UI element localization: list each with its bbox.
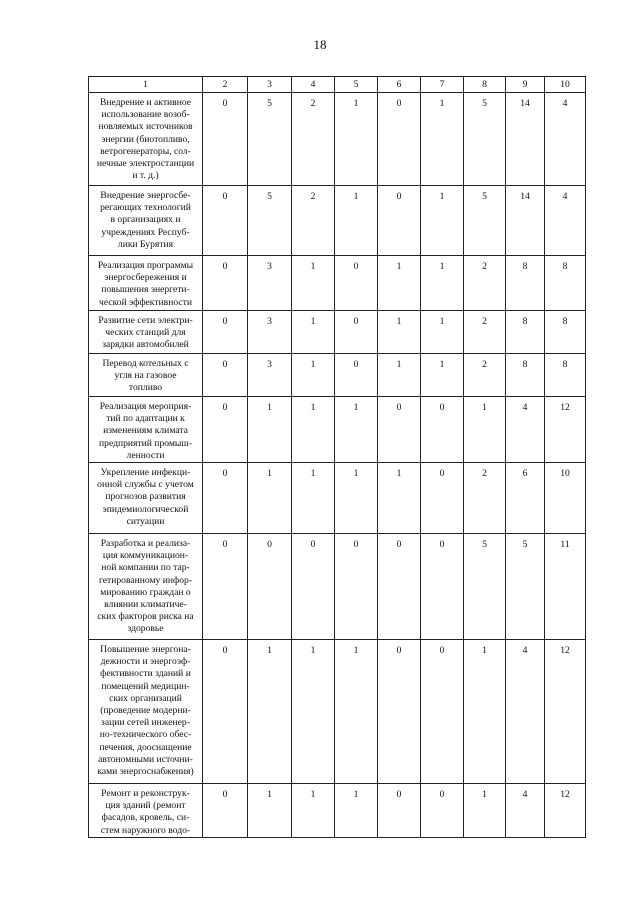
table-cell: 1: [464, 784, 506, 838]
table-cell: 0: [335, 534, 378, 640]
row-description: [89, 354, 203, 397]
description-line: ческих станций для: [105, 327, 186, 339]
table-cell: 1: [335, 186, 378, 256]
table-cell: 1: [378, 256, 421, 311]
table-cell: 8: [506, 354, 545, 397]
table-cell: 4: [506, 640, 545, 784]
description-line: зации сетей инженер-: [101, 717, 190, 729]
table-cell: 5: [506, 534, 545, 640]
row-description: [89, 397, 203, 463]
table-cell: 5: [248, 93, 292, 186]
table-cell: 1: [335, 93, 378, 186]
table-cell: 0: [421, 534, 464, 640]
description-line: фективности зданий и: [100, 668, 191, 680]
description-line: в организациях и: [110, 214, 181, 226]
description-line: помещений медицин-: [101, 680, 190, 692]
table-cell: 8: [506, 256, 545, 311]
description-line: ческой эффективности: [99, 296, 192, 308]
table-cell: 10: [545, 463, 586, 534]
table-cell: 1: [335, 784, 378, 838]
table-cell: 1: [248, 640, 292, 784]
table-cell: 0: [203, 640, 248, 784]
description-line: Внедрение энергосбе-: [100, 190, 191, 201]
description-line: Ремонт и реконструк-: [101, 788, 190, 800]
description-line: изменениям климата: [103, 425, 188, 437]
table-cell: 1: [292, 354, 335, 397]
description-line: Реализация программы: [97, 260, 194, 271]
table-cell: 1: [292, 397, 335, 463]
table-cell: 0: [203, 186, 248, 256]
table-cell: 1: [421, 311, 464, 354]
table-cell: 2: [464, 311, 506, 354]
table-cell: 1: [421, 256, 464, 311]
row-description: [89, 256, 203, 311]
table-row: [89, 640, 586, 784]
table-cell: 0: [203, 463, 248, 534]
table-cell: 0: [203, 311, 248, 354]
table-cell: 1: [421, 186, 464, 256]
table-cell: 4: [506, 397, 545, 463]
table-cell: 1: [421, 354, 464, 397]
table-cell: 0: [421, 397, 464, 463]
description-line: влиянии климатиче-: [104, 599, 187, 611]
description-line: Повышение энергона-: [100, 644, 191, 656]
description-line: регающих технологий: [100, 202, 191, 214]
column-header: 9: [506, 77, 545, 93]
table-cell: 0: [248, 534, 292, 640]
row-description: [89, 534, 203, 640]
description-line: энергии (биотопливо,: [101, 133, 190, 145]
column-header: 6: [378, 77, 421, 93]
table-cell: 5: [464, 93, 506, 186]
description-line: здоровье: [127, 623, 164, 635]
description-line: зарядки автомобилей: [102, 339, 189, 351]
row-description: [89, 186, 203, 256]
table-cell: 1: [335, 397, 378, 463]
table-cell: 0: [203, 784, 248, 838]
header-row: [89, 77, 586, 93]
table-row: [89, 784, 586, 838]
table-cell: 0: [335, 311, 378, 354]
description-line: эпидемиологической: [102, 503, 189, 515]
table-cell: 1: [378, 463, 421, 534]
row-description: [89, 463, 203, 534]
table-cell: 2: [464, 256, 506, 311]
table-cell: 8: [545, 354, 586, 397]
description-line: Внедрение и активное: [99, 97, 191, 108]
table-cell: 1: [378, 354, 421, 397]
column-header: 1: [89, 77, 203, 93]
description-line: Разработка и реализа-: [100, 538, 191, 550]
description-line: Реализация мероприя-: [99, 401, 192, 412]
description-line: дежности и энергоэф-: [100, 656, 191, 668]
table-cell: 8: [545, 256, 586, 311]
table-cell: 1: [378, 311, 421, 354]
table-row: [89, 93, 586, 186]
table-row: [89, 354, 586, 397]
table-cell: 0: [421, 463, 464, 534]
column-header: 4: [292, 77, 335, 93]
column-header: 8: [464, 77, 506, 93]
table-row: [89, 256, 586, 311]
row-description: [89, 640, 203, 784]
table-cell: 5: [464, 186, 506, 256]
table-cell: 1: [464, 640, 506, 784]
table-cell: 2: [292, 93, 335, 186]
table-cell: 0: [378, 186, 421, 256]
table-cell: 4: [545, 186, 586, 256]
description-line: ских факторов риска на: [97, 611, 194, 623]
table-cell: 0: [203, 256, 248, 311]
table-cell: 2: [292, 186, 335, 256]
table-cell: 1: [335, 640, 378, 784]
table-row: [89, 534, 586, 640]
table-cell: 5: [464, 534, 506, 640]
description-line: ками энергоснабжения): [97, 766, 194, 778]
description-line: учреждениях Респуб-: [101, 226, 190, 238]
description-line: прогнозов развития: [105, 491, 186, 503]
description-line: ция зданий (ремонт: [105, 800, 186, 812]
table-cell: 0: [203, 93, 248, 186]
table-cell: 4: [545, 93, 586, 186]
description-line: (проведение модерни-: [100, 705, 191, 717]
row-description: [89, 311, 203, 354]
description-line: ветрогенераторы, сол-: [100, 145, 191, 157]
description-line: предприятий промыш-: [99, 437, 192, 449]
description-line: ских организаций: [109, 692, 182, 704]
table-cell: 12: [545, 397, 586, 463]
table-cell: 12: [545, 784, 586, 838]
description-line: новляемых источников: [98, 121, 193, 133]
description-line: мированию граждан о: [100, 586, 191, 598]
table-cell: 0: [203, 397, 248, 463]
table-cell: 1: [248, 463, 292, 534]
table-cell: 3: [248, 311, 292, 354]
table-cell: 8: [545, 311, 586, 354]
table-cell: 0: [421, 640, 464, 784]
table-row: [89, 463, 586, 534]
table-cell: 0: [378, 784, 421, 838]
table-row: [89, 397, 586, 463]
table-row: [89, 186, 586, 256]
description-line: использование возоб-: [101, 109, 190, 121]
table-cell: 1: [292, 463, 335, 534]
table-cell: 1: [248, 397, 292, 463]
description-line: Перевод котельных с: [102, 358, 189, 369]
table-cell: 0: [203, 354, 248, 397]
description-line: нечные электростанции: [96, 158, 195, 170]
table-cell: 11: [545, 534, 586, 640]
column-header: 10: [545, 77, 586, 93]
table-row: [89, 311, 586, 354]
row-description: [89, 93, 203, 186]
description-line: онной службы с учетом: [97, 479, 194, 491]
table-cell: 6: [506, 463, 545, 534]
description-line: автономными источни-: [98, 753, 193, 765]
table-cell: 12: [545, 640, 586, 784]
column-header: 3: [248, 77, 292, 93]
description-line: угля на газовое: [114, 370, 177, 382]
table-cell: 14: [506, 93, 545, 186]
table-cell: 1: [248, 784, 292, 838]
description-line: Развитие сети электри-: [98, 315, 193, 326]
description-line: энергосбережения и: [104, 272, 187, 284]
table-cell: 1: [292, 256, 335, 311]
description-line: и т. д.): [132, 170, 159, 182]
column-header: 5: [335, 77, 378, 93]
description-line: фасадов, кровель, си-: [101, 812, 190, 824]
description-line: повышения энергети-: [101, 284, 190, 296]
table-cell: 0: [378, 534, 421, 640]
description-line: но-технического обес-: [99, 729, 192, 741]
description-line: печения, дооснащение: [99, 741, 192, 753]
description-line: ция коммуникацион-: [102, 550, 189, 562]
table-cell: 0: [203, 534, 248, 640]
table-cell: 2: [464, 354, 506, 397]
table-cell: 0: [378, 640, 421, 784]
data-table: [88, 76, 586, 838]
column-header: 7: [421, 77, 464, 93]
description-line: гетированному инфор-: [98, 574, 193, 586]
description-line: лики Бурятия: [117, 238, 174, 250]
table-cell: 0: [335, 256, 378, 311]
table-cell: 1: [292, 640, 335, 784]
description-line: ленности: [126, 449, 165, 461]
table-cell: 8: [506, 311, 545, 354]
row-description: [89, 784, 203, 838]
table-cell: 2: [464, 463, 506, 534]
description-line: стем наружного водо-: [100, 824, 191, 836]
page-number: 18: [313, 37, 327, 52]
description-line: Укрепление инфекци-: [100, 467, 191, 479]
table-cell: 5: [248, 186, 292, 256]
table-cell: 1: [292, 784, 335, 838]
description-line: тий по адаптации к: [106, 413, 185, 425]
table-cell: 1: [292, 311, 335, 354]
table-cell: 0: [335, 354, 378, 397]
description-line: топливо: [128, 382, 163, 394]
table-cell: 1: [335, 463, 378, 534]
table-cell: 3: [248, 256, 292, 311]
table-cell: 0: [421, 784, 464, 838]
table-cell: 3: [248, 354, 292, 397]
column-header: 2: [203, 77, 248, 93]
table-cell: 1: [421, 93, 464, 186]
table-cell: 0: [292, 534, 335, 640]
table-cell: 4: [506, 784, 545, 838]
table-cell: 0: [378, 93, 421, 186]
description-line: ной компании по тар-: [101, 562, 190, 574]
table-cell: 14: [506, 186, 545, 256]
table-cell: 0: [378, 397, 421, 463]
description-line: ситуации: [126, 515, 165, 527]
table-cell: 1: [464, 397, 506, 463]
